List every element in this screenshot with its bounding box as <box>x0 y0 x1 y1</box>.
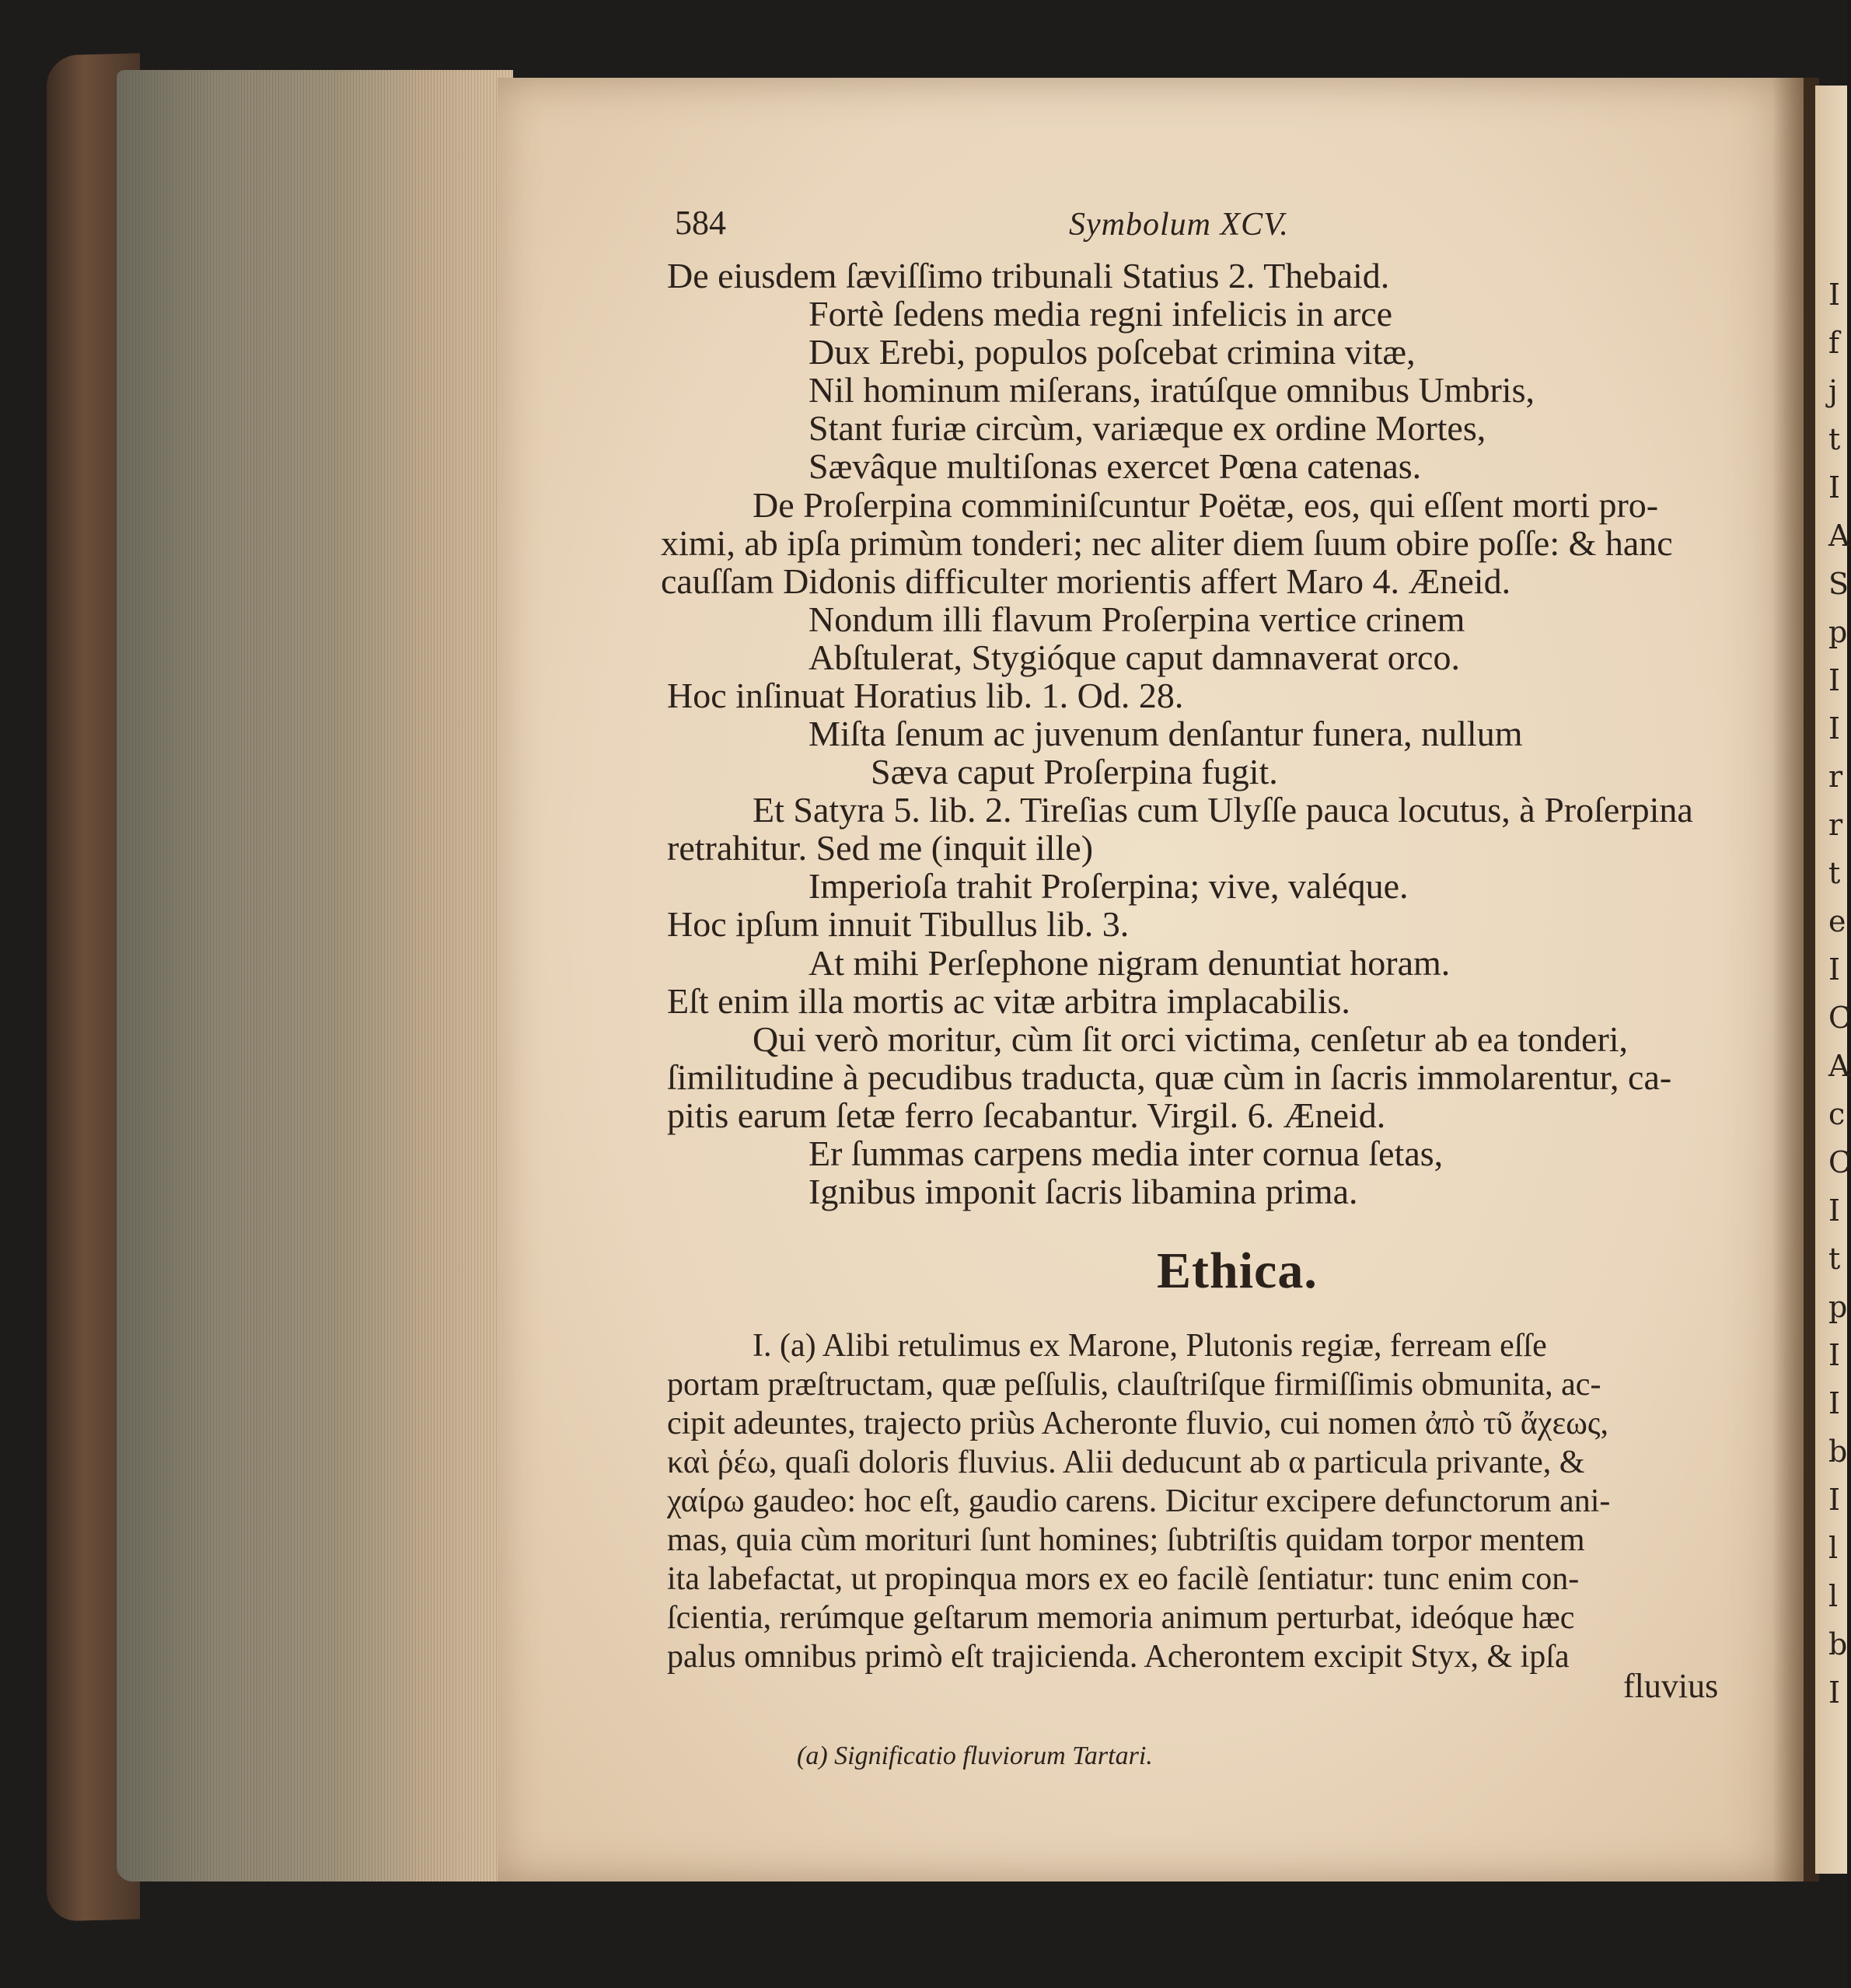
next-page-glyph: C <box>1828 1001 1851 1035</box>
next-page-glyph: I <box>1828 470 1841 505</box>
ethica-line: χαίρω gaudeo: hoc eſt, gaudio carens. Dicitur excipere defunctorum ani- <box>667 1483 1611 1519</box>
next-page-glyph: t <box>1828 1242 1841 1276</box>
footnote: (a) Significatio fluviorum Tartari. <box>797 1742 1153 1770</box>
text-line: De Proſerpina comminiſcuntur Poëtæ, eos, qui eſſent morti pro- <box>753 485 1659 525</box>
catchword: fluvius <box>1623 1667 1719 1705</box>
text-line: Qui verò moritur, cùm ſit orci victima, cenſetur ab ea tonderi, <box>753 1019 1629 1059</box>
next-page-glyph: S <box>1828 567 1849 601</box>
text-line: Abſtulerat, Stygióque caput damnaverat orco. <box>809 638 1460 677</box>
text-line: Imperioſa trahit Proſerpina; vive, valéque. <box>809 866 1409 906</box>
section-heading: Ethica. <box>1157 1242 1318 1299</box>
text-line: Eſt enim illa mortis ac vitæ arbitra implacabilis. <box>667 981 1350 1021</box>
text-line: Sæva caput Proſerpina fugit. <box>871 752 1278 791</box>
next-page-glyph: t <box>1828 856 1841 890</box>
text-line: Stant furiæ circùm, variæque ex ordine Mortes, <box>809 408 1486 448</box>
page-block-edge <box>117 70 513 1881</box>
next-page-glyph: I <box>1828 1338 1841 1372</box>
gutter-shadow <box>1772 78 1819 1881</box>
text-line: Hoc ipſum innuit Tibullus lib. 3. <box>667 904 1130 944</box>
ethica-line: mas, quia cùm morituri ſunt homines; ſubtriſtis quidam torpor mentem <box>667 1522 1585 1558</box>
text-line: Miſta ſenum ac juvenum denſantur funera, nullum <box>809 714 1523 753</box>
text-line: Et Satyra 5. lib. 2. Tireſias cum Ulyſſe pauca locutus, à Proſerpina <box>753 790 1693 830</box>
running-head: Symbolum XCV. <box>1069 207 1289 243</box>
next-page-glyph: I <box>1828 711 1841 746</box>
text-line: Sævâque multiſonas exercet Pœna catenas. <box>809 446 1422 486</box>
next-page-glyph: I <box>1828 1193 1841 1228</box>
text-line: Nil hominum miſerans, iratúſque omnibus Umbris, <box>809 370 1535 410</box>
next-page-glyph: r <box>1828 760 1843 794</box>
text-line: De eiusdem ſæviſſimo tribunali Statius 2. Thebaid. <box>667 256 1390 295</box>
text-line: Nondum illi flavum Proſerpina vertice crinem <box>809 599 1465 639</box>
ethica-line: I. (a) Alibi retulimus ex Marone, Plutonis regiæ, ferream eſſe <box>753 1328 1547 1364</box>
next-page-glyph: c <box>1828 1097 1846 1131</box>
next-page-glyph: b <box>1828 1434 1848 1469</box>
next-page-glyph: I <box>1828 663 1841 697</box>
next-page-glyph: C <box>1828 1145 1851 1179</box>
page-number: 584 <box>675 204 726 242</box>
next-page-glyph: f <box>1828 326 1840 360</box>
next-page-glyph: I <box>1828 1483 1841 1517</box>
next-page-glyph: A <box>1828 1049 1850 1083</box>
text-line: cauſſam Didonis difficulter morientis affert Maro 4. Æneid. <box>661 561 1511 601</box>
text-line: retrahitur. Sed me (inquit ille) <box>667 828 1094 868</box>
next-page-glyph: I <box>1828 1675 1841 1710</box>
ethica-line: portam præſtructam, quæ peſſulis, clauſtriſque firmiſſimis obmunita, ac- <box>667 1367 1601 1403</box>
next-page-glyph: l <box>1828 1531 1839 1565</box>
text-line: ſimilitudine à pecudibus traducta, quæ cùm in ſacris immolarentur, ca- <box>667 1057 1672 1097</box>
ethica-line: καὶ ῥέω, quaſi doloris fluvius. Alii deducunt ab α particula privante, & <box>667 1445 1585 1480</box>
next-page-glyph: r <box>1828 808 1843 842</box>
text-line: pitis earum ſetæ ferro ſecabantur. Virgil. 6. Æneid. <box>667 1095 1386 1135</box>
next-page-glyph: A <box>1828 519 1850 553</box>
next-page-glyph: p <box>1828 615 1848 649</box>
ethica-line: cipit adeuntes, trajecto priùs Acheronte fluvio, cui nomen ἀπὸ τῦ ἄχεως, <box>667 1406 1608 1441</box>
text-line: Fortè ſedens media regni infelicis in arce <box>809 294 1393 334</box>
next-page-glyph: p <box>1828 1290 1848 1324</box>
next-page-glyph: I <box>1828 1386 1841 1420</box>
next-page-glyph: I <box>1828 952 1841 987</box>
ethica-line: ita labefactat, ut propinqua mors ex eo facilè ſentiatur: tunc enim con- <box>667 1561 1580 1597</box>
next-page-glyph: I <box>1828 278 1841 312</box>
text-line: Hoc inſinuat Horatius lib. 1. Od. 28. <box>667 676 1184 715</box>
text-line: ximi, ab ipſa primùm tonderi; nec aliter diem ſuum obire poſſe: & hanc <box>661 523 1673 563</box>
next-page-glyph: t <box>1828 422 1841 456</box>
next-page-glyph: j <box>1828 374 1838 408</box>
ethica-line: ſcientia, rerúmque geſtarum memoria animum perturbat, ideóque hæc <box>667 1600 1575 1636</box>
text-line: Er ſummas carpens media inter cornua ſetas, <box>809 1134 1444 1173</box>
text-line: Ignibus imponit ſacris libamina prima. <box>809 1172 1358 1211</box>
text-line: Dux Erebi, populos poſcebat crimina vitæ, <box>809 332 1416 372</box>
next-page-glyph: l <box>1828 1579 1839 1613</box>
text-line: At mihi Perſephone nigram denuntiat horam. <box>809 943 1451 983</box>
next-page-glyph: b <box>1828 1627 1848 1661</box>
next-page-glyph: e <box>1828 904 1846 938</box>
ethica-line: palus omnibus primò eſt trajicienda. Acherontem excipit Styx, & ipſa <box>667 1639 1570 1675</box>
